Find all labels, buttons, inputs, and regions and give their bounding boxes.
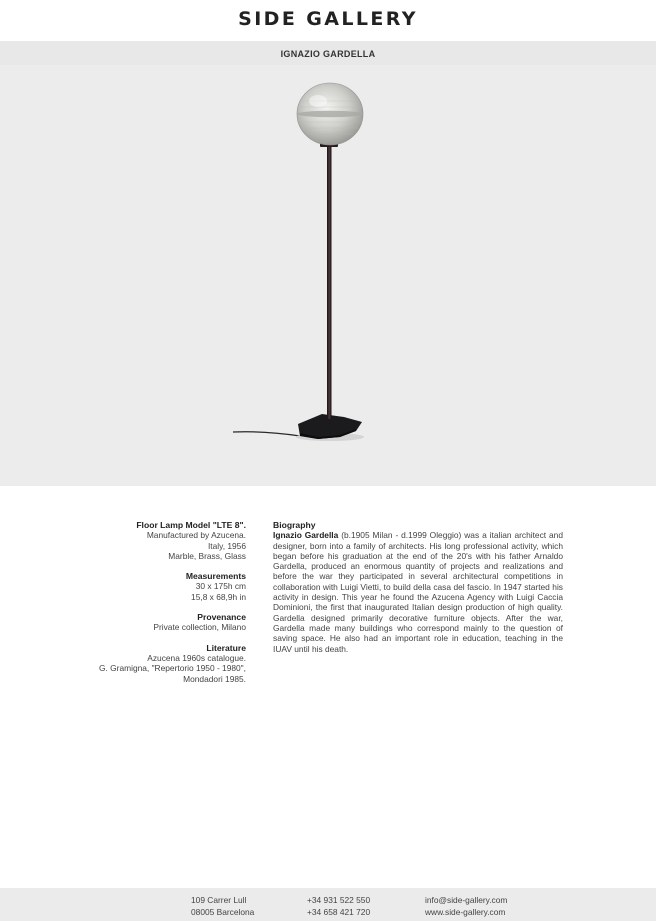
lamp-cable (233, 432, 300, 436)
literature-line: G. Gramigna, "Repertorio 1950 - 1980", (98, 663, 246, 674)
detail-line: Manufactured by Azucena. (146, 530, 246, 541)
floor-lamp-illustration (0, 65, 656, 486)
biography-heading: Biography (273, 520, 316, 530)
brand-logo: SIDE GALLERY (238, 8, 418, 30)
detail-line: Italy, 1956 (207, 540, 246, 551)
floor-lamp-image (0, 65, 656, 486)
detail-line: Marble, Brass, Glass (168, 550, 246, 561)
product-title: Floor Lamp Model "LTE 8". (136, 520, 246, 530)
provenance-heading: Provenance (197, 612, 246, 623)
measurement-line: 30 x 175h cm (195, 581, 246, 592)
artist-name-bar: IGNAZIO GARDELLA (0, 41, 656, 65)
footer-phones (307, 895, 370, 918)
footer (0, 888, 656, 921)
literature-heading: Literature (206, 642, 246, 653)
product-details (40, 520, 246, 694)
phone-number[interactable]: +34 658 421 720 (307, 906, 371, 917)
biography-text: (b.1905 Milan - d.1999 Oleggio) was a italian architect and designer, born into a family of architects. His long professional activity, which began before his graduation at the end of the 20's with his father Arnaldo Gardella, produced an enormous quantity of projects and realizations and before the war they participated in several architectural competitions in collaboration with Luigi Vietti, to build della casa del fascio. In 1947 started his activity in design. This year he found the Azucena Agency with Luigi Caccia Dominioni, the first that inaugurated Italian design production of high quality. Gardella designed primarily decorative furniture objects. After the war, Gardella made many buildings who correspond mainly to the question of saving space. He also had an important role in education, teaching in the IUAV until his death. (273, 530, 563, 654)
biography-name: Ignazio Gardella (273, 530, 339, 541)
address-line: 109 Carrer Lull (191, 895, 247, 905)
website-link[interactable]: www.side-gallery.com (425, 906, 506, 917)
footer-web (425, 895, 507, 918)
email-link[interactable]: info@side-gallery.com (425, 895, 508, 905)
footer-address (191, 895, 254, 918)
provenance-line: Private collection, Milano (153, 622, 246, 633)
phone-number[interactable]: +34 931 522 550 (307, 895, 371, 905)
biography (273, 520, 563, 654)
address-line: 08005 Barcelona (191, 906, 255, 917)
measurements-heading: Measurements (185, 571, 246, 582)
literature-line: Mondadori 1985. (183, 673, 246, 684)
lamp-pole (327, 147, 332, 419)
measurement-line: 15,8 x 68,9h in (191, 591, 246, 602)
literature-line: Azucena 1960s catalogue. (147, 652, 246, 663)
